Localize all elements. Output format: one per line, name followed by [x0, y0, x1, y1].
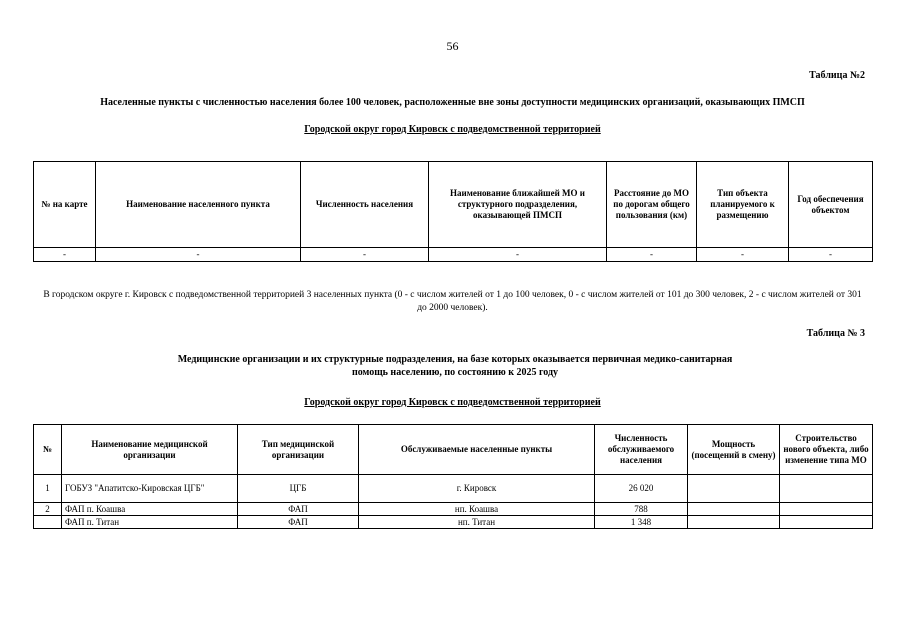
table-cell [688, 475, 780, 503]
table-cell: ФАП [238, 516, 359, 529]
table-cell: 788 [595, 503, 688, 516]
page-number: 56 [446, 39, 459, 53]
table-cell: ФАП п. Коашва [62, 503, 238, 516]
table2-header-cell: № на карте [34, 162, 96, 248]
table-cell: - [301, 248, 429, 262]
table-cell: ФАП п. Титан [62, 516, 238, 529]
table2-label: Таблица №2 [809, 70, 865, 81]
table-cell [688, 516, 780, 529]
table-row [34, 516, 873, 529]
table-cell: - [607, 248, 697, 262]
table3-title: Медицинские организации и их структурные подразделения, на базе которых оказывается первичная медико-санитарная помощь населению, по состоянию к 2025 году [177, 354, 733, 378]
table-cell: - [96, 248, 301, 262]
table-cell: 2 [34, 503, 62, 516]
table-cell: г. Кировск [359, 475, 595, 503]
table-cell: 1 [34, 475, 62, 503]
table-cell: 26 020 [595, 475, 688, 503]
table-cell [34, 516, 62, 529]
table-cell [688, 503, 780, 516]
table3-label: Таблица № 3 [806, 328, 865, 339]
table-cell [780, 516, 873, 529]
table2-header-cell: Год обеспечения объектом [789, 162, 873, 248]
table2-header-cell: Наименование ближайшей МО и структурного подразделения, оказывающей ПМСП [429, 162, 607, 248]
table-cell: ФАП [238, 503, 359, 516]
table2-header-cell: Наименование населенного пункта [96, 162, 301, 248]
table-cell: - [789, 248, 873, 262]
table-row [34, 248, 873, 262]
table-cell: 1 348 [595, 516, 688, 529]
table3-header-cell: Мощность (посещений в смену) [688, 425, 780, 475]
table2-title: Населенные пункты с численностью населения более 100 человек, расположенные вне зоны доступности медицинских организаций, оказывающих ПМСП [100, 97, 805, 108]
table-cell [780, 475, 873, 503]
table-cell: ЦГБ [238, 475, 359, 503]
table2-header-cell: Тип объекта планируемого к размещению [697, 162, 789, 248]
table3-header-cell: Тип медицинской организации [238, 425, 359, 475]
table2-subtitle: Городской округ город Кировск с подведомственной территорией [304, 124, 601, 135]
table-row [34, 503, 873, 516]
table-cell: нп. Титан [359, 516, 595, 529]
table2-header-cell: Расстояние до МО по дорогам общего пользования (км) [607, 162, 697, 248]
table3-header-cell: Численность обслуживаемого населения [595, 425, 688, 475]
table-cell: - [697, 248, 789, 262]
table-cell: - [34, 248, 96, 262]
table2-header-row [34, 162, 873, 248]
table-cell: - [429, 248, 607, 262]
table-cell [780, 503, 873, 516]
table3 [33, 424, 873, 529]
table3-header-cell: № [34, 425, 62, 475]
table3-header-row [34, 425, 873, 475]
table-row [34, 475, 873, 503]
table-cell: ГОБУЗ "Апатитско-Кировская ЦГБ" [62, 475, 238, 503]
summary-paragraph: В городском округе г. Кировск с подведомственной территорией 3 населенных пункта (0 - с числом жителей от 1 до 100 человек, 0 - с числом жителей от 101 до 300 человек, 2 - с числом жителей от 301 до 2000 человек). [43, 290, 862, 313]
table-cell: нп. Коашва [359, 503, 595, 516]
table2-header-cell: Численность населения [301, 162, 429, 248]
table3-header-cell: Наименование медицинской организации [62, 425, 238, 475]
table3-subtitle: Городской округ город Кировск с подведомственной территорией [304, 397, 601, 408]
table3-header-cell: Обслуживаемые населенные пункты [359, 425, 595, 475]
table3-header-cell: Строительство нового объекта, либо изменение типа МО [780, 425, 873, 475]
table2 [33, 161, 873, 262]
